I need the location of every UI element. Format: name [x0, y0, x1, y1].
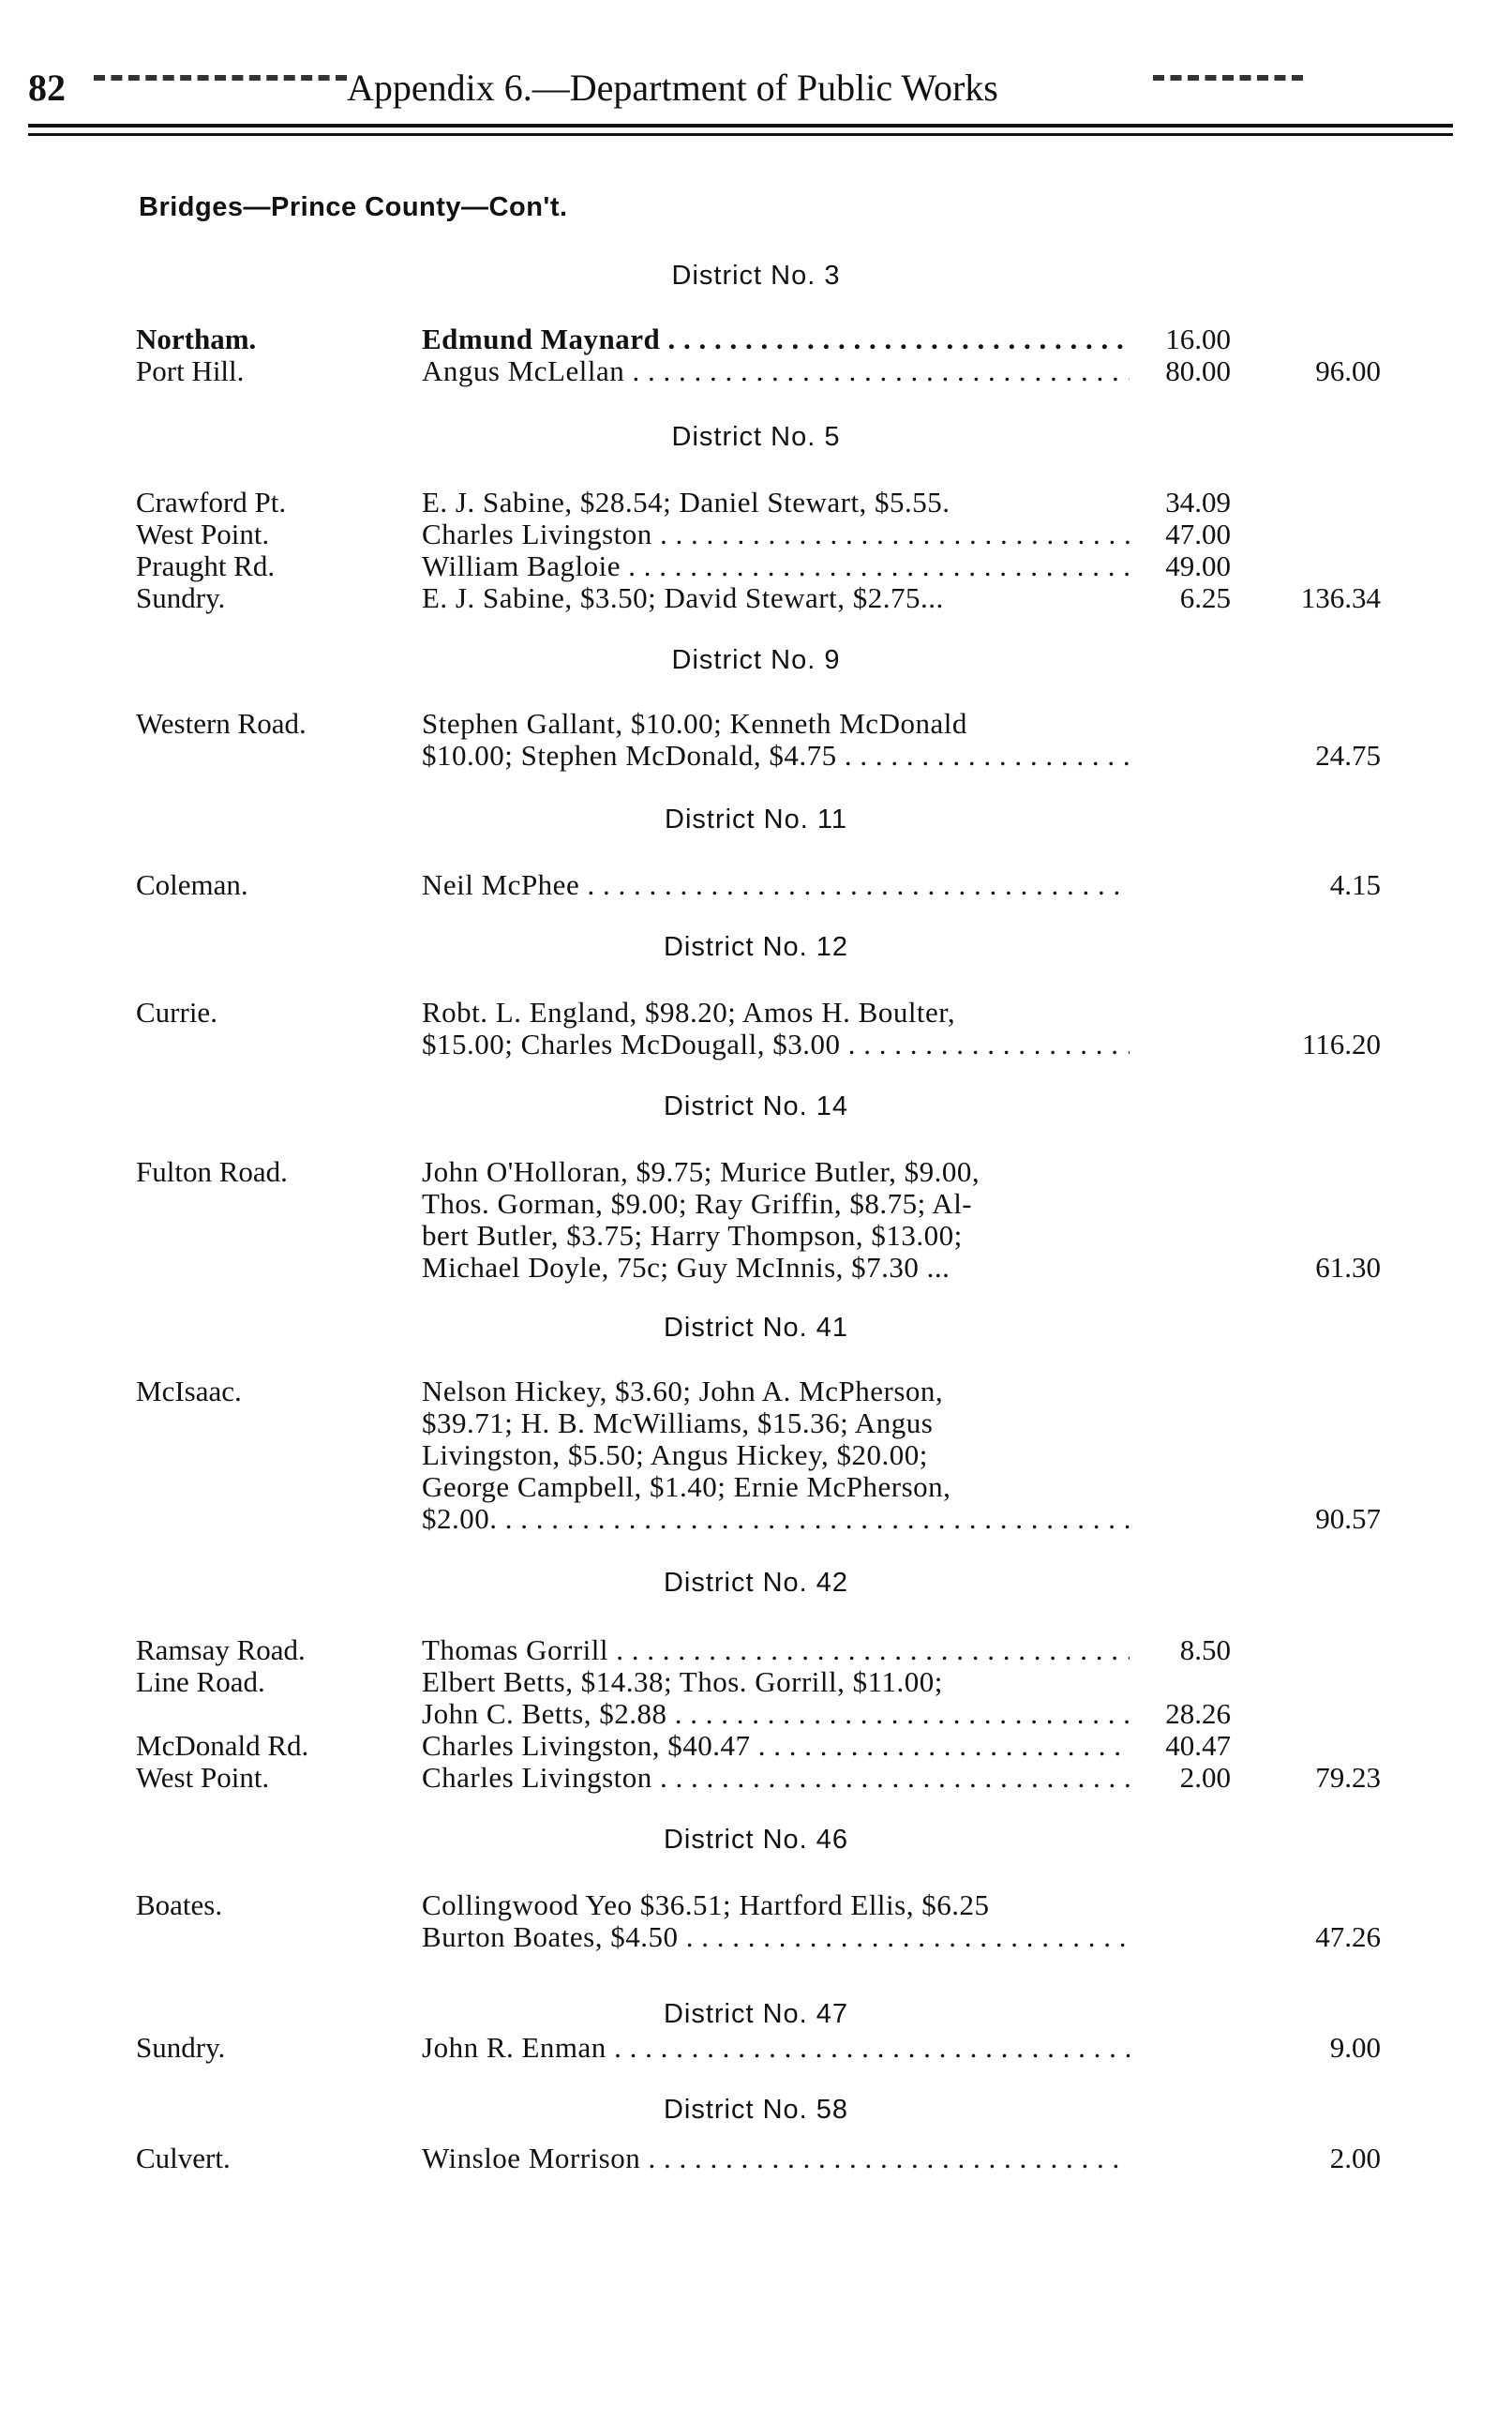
district-total: 79.23	[1315, 1761, 1381, 1794]
entry-payee: Charles Livingston, $40.47 . . .	[422, 1729, 1130, 1765]
district-heading: District No. 47	[663, 1999, 849, 2029]
entry-amount: 80.00	[1165, 354, 1231, 387]
district-total: 61.30	[1315, 1251, 1381, 1284]
district-total: 24.75	[1315, 739, 1381, 772]
entry-payee: Charles Livingston . . .	[422, 518, 1130, 553]
page-number: 82	[28, 67, 66, 109]
district-heading: District No. 14	[663, 1091, 849, 1121]
entry-payee: E. J. Sabine, $3.50; David Stewart, $2.75...	[422, 581, 944, 614]
entry-payee: Nelson Hickey, $3.60; John A. McPherson,	[422, 1375, 944, 1407]
district-heading: District No. 58	[663, 2095, 849, 2125]
entry-amount: 2.00	[1179, 1761, 1231, 1794]
entry-payee: Stephen Gallant, $10.00; Kenneth McDonald	[422, 707, 967, 740]
entry-amount: 34.09	[1165, 486, 1231, 519]
entry-payee: John O'Holloran, $9.75; Murice Butler, $9.00,	[422, 1155, 981, 1188]
entry-place: Northam.	[136, 323, 257, 355]
entry-place: West Point.	[136, 1761, 270, 1794]
entry-place: Western Road.	[136, 707, 307, 740]
entry-place: Boates.	[136, 1888, 223, 1921]
district-total: 2.00	[1329, 2142, 1381, 2174]
district-heading: District No. 41	[663, 1313, 849, 1343]
district-total: 136.34	[1300, 581, 1381, 614]
district-total: 4.15	[1329, 868, 1381, 901]
entry-payee-continued: Livingston, $5.50; Angus Hickey, $20.00;	[422, 1438, 928, 1471]
entry-amount: 8.50	[1179, 1633, 1231, 1666]
district-heading: District No. 42	[663, 1568, 849, 1598]
entry-payee: Neil McPhee . . .	[422, 868, 1130, 904]
entry-payee: Collingwood Yeo $36.51; Hartford Ellis, $6.25	[422, 1888, 990, 1921]
district-heading: District No. 12	[663, 932, 849, 962]
entry-place: West Point.	[136, 518, 270, 550]
entry-place: Ramsay Road.	[136, 1633, 306, 1666]
entry-place: Line Road.	[136, 1665, 265, 1698]
district-heading: District No. 9	[671, 645, 841, 675]
entry-amount: 6.25	[1179, 581, 1231, 614]
header-rule-second	[28, 133, 1453, 136]
page-header	[28, 54, 1453, 111]
entry-payee-continued: Burton Boates, $4.50 . . .	[422, 1920, 1130, 1956]
entry-payee: Elbert Betts, $14.38; Thos. Gorrill, $11.00;	[422, 1665, 943, 1698]
entry-place: Culvert.	[136, 2142, 231, 2174]
header-ornament-right	[1153, 75, 1303, 81]
entry-amount: 49.00	[1165, 549, 1231, 582]
entry-place: McIsaac.	[136, 1375, 242, 1407]
entry-payee: Robt. L. England, $98.20; Amos H. Boulter,	[422, 996, 956, 1029]
district-heading: District No. 5	[671, 422, 841, 452]
header-ornament-left	[94, 75, 347, 81]
entry-place: Sundry.	[136, 2031, 226, 2064]
entry-payee-continued: Michael Doyle, 75c; Guy McInnis, $7.30 ...	[422, 1251, 951, 1284]
district-total: 90.57	[1315, 1502, 1381, 1535]
entry-place: Currie.	[136, 996, 217, 1029]
entry-payee: William Bagloie . . .	[422, 549, 1130, 585]
entry-place: Crawford Pt.	[136, 486, 287, 519]
district-total: 47.26	[1315, 1920, 1381, 1953]
district-total: 116.20	[1301, 1028, 1381, 1060]
entry-payee: John R. Enman . . .	[422, 2031, 1130, 2067]
entry-amount: 28.26	[1165, 1697, 1231, 1730]
district-heading: District No. 3	[671, 261, 841, 291]
entry-payee-continued: $10.00; Stephen McDonald, $4.75 . . .	[422, 739, 1130, 774]
entry-place: McDonald Rd.	[136, 1729, 309, 1762]
entry-amount: 16.00	[1165, 323, 1231, 355]
entry-amount: 47.00	[1165, 518, 1231, 550]
entry-payee-continued: $2.00. . . .	[422, 1502, 1130, 1538]
entry-payee: Angus McLellan . . .	[422, 354, 1130, 390]
district-total: 96.00	[1315, 354, 1381, 387]
page-title: Appendix 6.—Department of Public Works	[347, 67, 998, 109]
entry-place: Fulton Road.	[136, 1155, 288, 1188]
entry-payee-continued: $15.00; Charles McDougall, $3.00 . . .	[422, 1028, 1130, 1063]
entry-place: Port Hill.	[136, 354, 245, 387]
entry-place: Sundry.	[136, 581, 226, 614]
district-heading: District No. 11	[665, 804, 847, 835]
entry-payee-continued: John C. Betts, $2.88 . . .	[422, 1697, 1130, 1733]
entry-payee: Edmund Maynard . . .	[422, 323, 1130, 358]
district-heading: District No. 46	[663, 1825, 849, 1855]
district-total: 9.00	[1329, 2031, 1381, 2064]
entry-payee-continued: George Campbell, $1.40; Ernie McPherson,	[422, 1470, 951, 1503]
entry-payee-continued: bert Butler, $3.75; Harry Thompson, $13.00;	[422, 1219, 963, 1252]
section-title: Bridges—Prince County—Con't.	[139, 192, 568, 222]
entry-payee: Winsloe Morrison . . .	[422, 2142, 1130, 2177]
entry-payee: Thomas Gorrill . . .	[422, 1633, 1130, 1669]
entry-place: Praught Rd.	[136, 549, 276, 582]
entry-payee: Charles Livingston . . .	[422, 1761, 1130, 1797]
entry-payee-continued: Thos. Gorman, $9.00; Ray Griffin, $8.75; Al-	[422, 1187, 973, 1220]
entry-payee: E. J. Sabine, $28.54; Daniel Stewart, $5.55.	[422, 486, 951, 519]
entry-amount: 40.47	[1165, 1729, 1231, 1762]
entry-place: Coleman.	[136, 868, 248, 901]
header-rule	[28, 124, 1453, 128]
entry-payee-continued: $39.71; H. B. McWilliams, $15.36; Angus	[422, 1406, 934, 1439]
